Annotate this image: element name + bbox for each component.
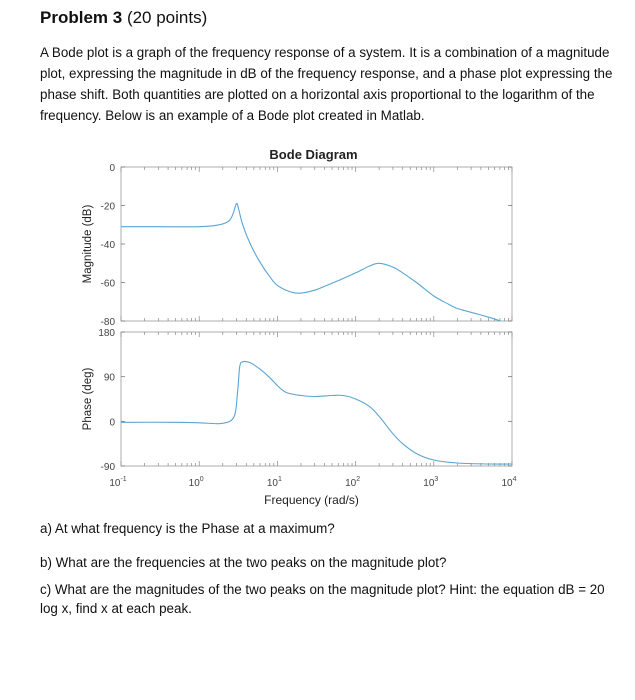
x-tick-label: $10^2$ [345, 476, 361, 489]
magnitude-series-line [121, 203, 512, 324]
phase-ytick-label: 0 [109, 417, 115, 429]
question-c: c) What are the magnitudes of the two peaks on the magnitude plot? Hint: the equation dB = 20 log x, find x at each peak. [40, 582, 605, 616]
magnitude-ylabel: Magnitude (dB) [82, 204, 94, 284]
phase-ytick-label: -90 [100, 462, 115, 473]
problem-title [40, 8, 207, 28]
x-tick-label: $10^{-1}$ [109, 476, 127, 489]
bode-diagram [0, 140, 635, 520]
phase-series-line [121, 361, 512, 464]
intro-paragraph: A Bode plot is a graph of the frequency response of a system. It is a combination of a magnitude plot, expressing the magnitude in dB of the frequency response, and a phase plot expressing the phase shift. Both quantities are plotted on a horizontal axis proportional to the logarithm of the frequency. Below is an example of a Bode plot created in Matlab. [40, 45, 613, 123]
question-a: a) At what frequency is the Phase at a maximum? [40, 521, 335, 536]
problem-points: (20 points) [126, 8, 208, 27]
phase-frame [121, 332, 512, 466]
magnitude-ytick-label: -40 [100, 240, 115, 251]
question-b: b) What are the frequencies at the two peaks on the magnitude plot? [40, 555, 447, 570]
phase-ytick-label: 180 [98, 328, 115, 339]
magnitude-ytick-label: -60 [100, 278, 115, 290]
x-tick-label: $10^1$ [266, 476, 282, 489]
phase-ytick-label: 90 [103, 372, 115, 384]
magnitude-ytick-label: -20 [100, 201, 115, 213]
chart-title: Bode Diagram [269, 147, 358, 162]
problem-heading: Problem 3 [40, 8, 123, 27]
x-tick-label: $10^0$ [188, 476, 204, 489]
x-axis-label: Frequency (rad/s) [264, 493, 359, 507]
x-tick-label: $10^4$ [501, 476, 517, 489]
magnitude-ytick-label: 0 [109, 163, 115, 174]
phase-ylabel: Phase (deg) [82, 367, 94, 431]
x-tick-label: $10^3$ [423, 476, 439, 489]
magnitude-frame [121, 167, 512, 321]
magnitude-ytick-label: -80 [100, 317, 115, 328]
